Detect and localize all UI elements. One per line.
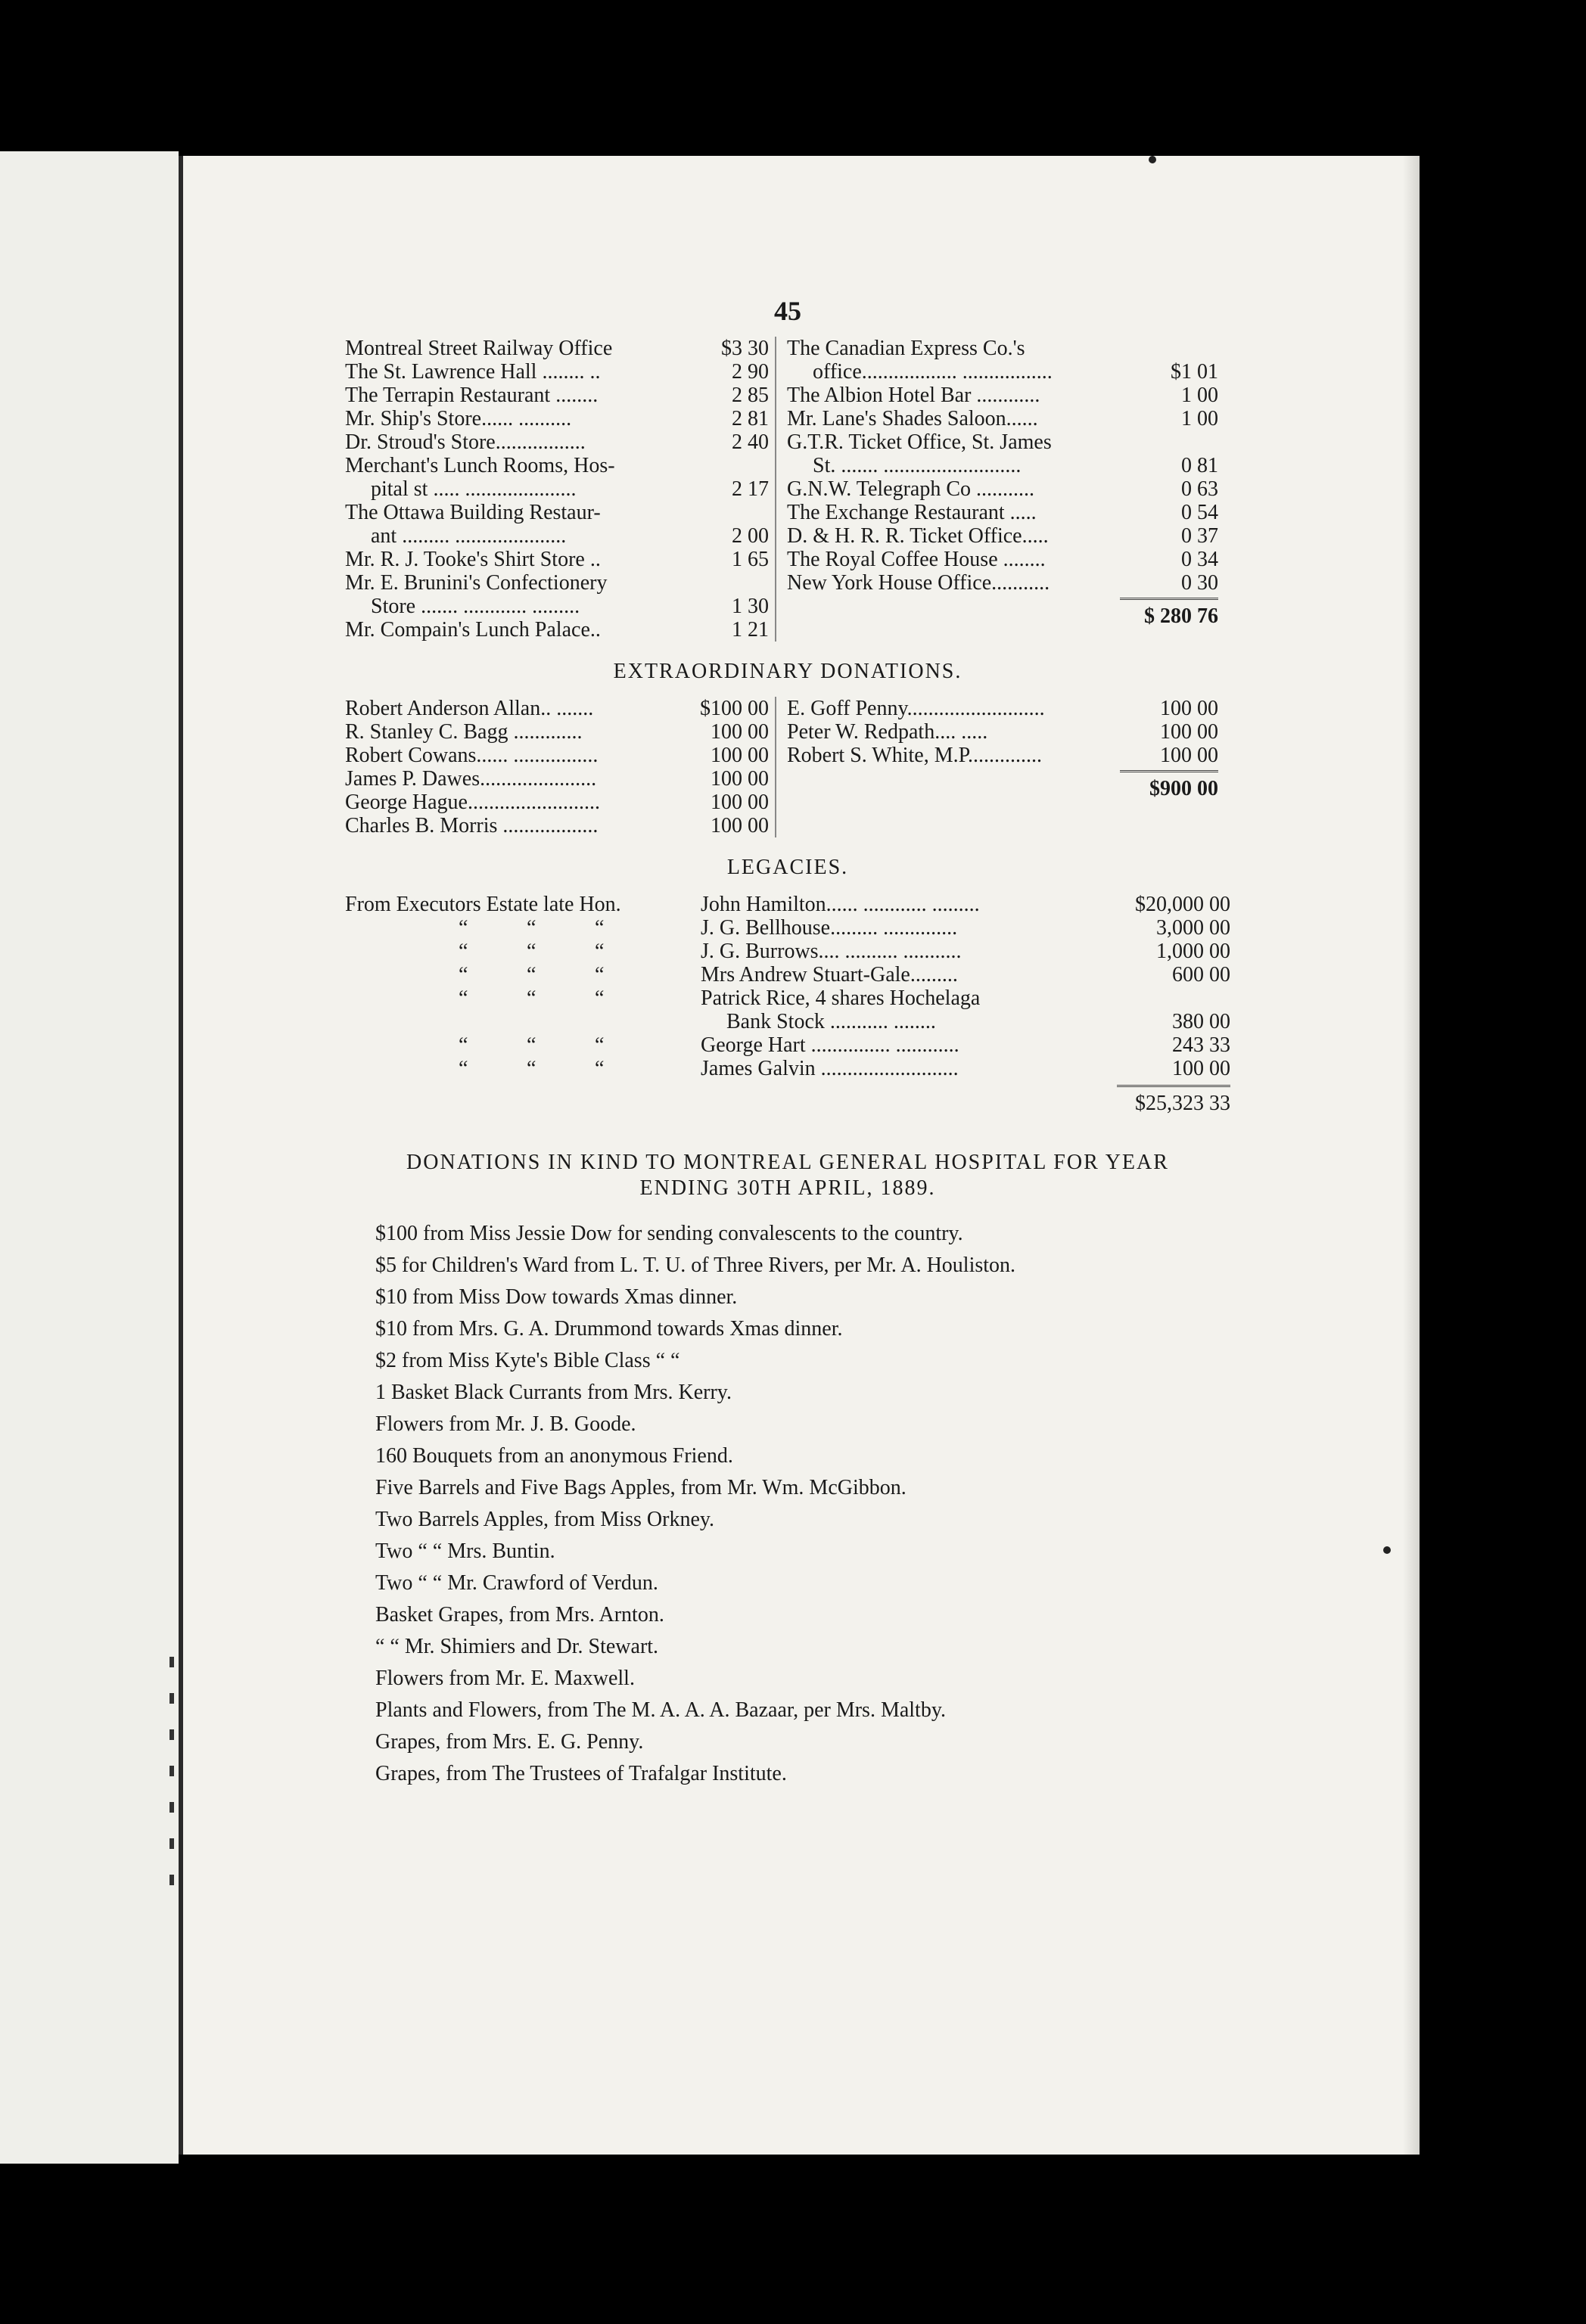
revenue-right-amount: $1 01 (1171, 360, 1218, 384)
revenue-right-description: The Exchange Restaurant ..... (787, 501, 1037, 524)
extraordinary-right-description: Robert S. White, M.P.............. (787, 744, 1043, 767)
right-column (776, 337, 1218, 642)
donation-in-kind-item: Plants and Flowers, from The M. A. A. A. Bazaar, per Mrs. Maltby. (375, 1698, 947, 1722)
legacy-name: James Galvin .......................... (701, 1057, 959, 1080)
donation-in-kind-item: “ “ Mr. Shimiers and Dr. Stewart. (375, 1635, 659, 1658)
legacies-total: $25,323 33 (1135, 1092, 1230, 1115)
revenue-right-amount: 0 54 (1181, 501, 1218, 524)
revenue-right-row (787, 548, 1218, 571)
revenue-right-row (787, 571, 1218, 595)
legacy-amount: 3,000 00 (1156, 916, 1230, 940)
extraordinary-left-row (345, 697, 769, 720)
facing-page-marks (166, 1657, 177, 1974)
page-number: 45 (774, 296, 801, 326)
revenue-left-description: Store ....... ............ ......... (371, 595, 580, 618)
revenue-left-description: Mr. Ship's Store...... .......... (345, 407, 572, 430)
legacy-ditto (345, 916, 701, 940)
revenue-right-row (787, 360, 1218, 384)
revenue-left-row (345, 337, 769, 360)
first-total: $ 280 76 (1144, 604, 1218, 628)
extraordinary-right-row (787, 744, 1218, 767)
left-column (345, 337, 776, 642)
extraordinary-right-amount: 100 00 (1160, 697, 1218, 720)
legacy-name: Patrick Rice, 4 shares Hochelaga (701, 986, 981, 1010)
revenue-right-row (787, 407, 1218, 430)
extraordinary-left-row (345, 767, 769, 791)
revenue-right-amount: 0 34 (1181, 548, 1218, 571)
ditto-mark: “ (459, 916, 468, 940)
legacy-row (345, 963, 1230, 986)
page-edge-shadow (1403, 156, 1420, 2155)
extraordinary-right-description: Peter W. Redpath.... ..... (787, 720, 988, 744)
legacy-name: Bank Stock ........... ........ (726, 1010, 936, 1033)
donation-in-kind-item: Five Barrels and Five Bags Apples, from Mr. Wm. McGibbon. (375, 1476, 907, 1499)
extraordinary-left-row (345, 791, 769, 814)
donation-in-kind-item: $10 from Miss Dow towards Xmas dinner. (375, 1285, 738, 1309)
revenue-left-amount: 2 00 (732, 524, 769, 548)
revenue-right-row (787, 430, 1218, 454)
donation-in-kind-item: Basket Grapes, from Mrs. Arnton. (375, 1603, 664, 1626)
ditto-mark: “ (595, 1057, 605, 1080)
extraordinary-left-row (345, 744, 769, 767)
page-gutter (179, 156, 183, 2155)
revenue-right-description: office.................. ................. (813, 360, 1053, 384)
revenue-left-row (345, 524, 769, 548)
donation-in-kind-item: $100 from Miss Jessie Dow for sending convalescents to the country. (375, 1222, 963, 1245)
revenue-right-row (787, 337, 1218, 360)
ditto-mark: “ (459, 986, 468, 1010)
revenue-left-amount: 1 30 (732, 595, 769, 618)
revenue-right-description: The Royal Coffee House ........ (787, 548, 1046, 571)
legacy-name: Mrs Andrew Stuart-Gale......... (701, 963, 958, 986)
extraordinary-total-rule (1120, 770, 1218, 772)
ditto-mark: “ (459, 963, 468, 986)
donations-in-kind-heading (345, 1150, 1230, 1201)
legacy-name: J. G. Burrows.... .......... ........... (701, 940, 962, 963)
ditto-mark: “ (595, 916, 605, 940)
revenue-left-description: The Ottawa Building Restaur- (345, 501, 601, 524)
ditto-mark: “ (595, 1033, 605, 1057)
legacy-amount: 243 33 (1172, 1033, 1230, 1057)
legacies-heading: LEGACIES. (726, 856, 849, 879)
legacy-row (345, 1033, 1230, 1057)
revenue-left-amount: 1 65 (732, 548, 769, 571)
legacy-name: J. G. Bellhouse......... .............. (701, 916, 958, 940)
extraordinary-right-amount: 100 00 (1160, 744, 1218, 767)
revenue-left-amount: 2 90 (732, 360, 769, 384)
revenue-right-row (787, 384, 1218, 407)
extraordinary-right-row (787, 720, 1218, 744)
ditto-mark: “ (459, 1057, 468, 1080)
extraordinary-left-description: James P. Dawes...................... (345, 767, 597, 791)
revenue-right-amount: 0 37 (1181, 524, 1218, 548)
legacy-ditto (345, 963, 701, 986)
legacy-from: From Executors Estate late Hon. (345, 893, 621, 916)
extraordinary-left-amount: 100 00 (711, 767, 769, 791)
donation-in-kind-item: $5 for Children's Ward from L. T. U. of Three Rivers, per Mr. A. Houliston. (375, 1254, 1016, 1277)
donations-in-kind-title-line-1: DONATIONS IN KIND TO MONTREAL GENERAL HOSPITAL FOR YEAR (406, 1151, 1169, 1174)
revenue-right-amount: 0 81 (1181, 454, 1218, 477)
speck (1149, 156, 1156, 163)
legacy-row (345, 986, 1230, 1010)
revenue-left-row (345, 407, 769, 430)
extraordinary-left-description: Robert Anderson Allan.. ....... (345, 697, 594, 720)
donation-in-kind-item: $2 from Miss Kyte's Bible Class “ “ (375, 1349, 680, 1372)
revenue-right-description: Mr. Lane's Shades Saloon...... (787, 407, 1038, 430)
revenue-left-row (345, 360, 769, 384)
revenue-right-description: The Canadian Express Co.'s (787, 337, 1025, 360)
legacy-ditto (345, 986, 701, 1010)
donation-in-kind-item: Two Barrels Apples, from Miss Orkney. (375, 1508, 715, 1531)
total-rule (1120, 598, 1218, 600)
revenue-right-description: D. & H. R. R. Ticket Office..... (787, 524, 1049, 548)
extraordinary-total: $900 00 (1149, 777, 1218, 800)
revenue-left-row (345, 384, 769, 407)
revenue-right-amount: 1 00 (1181, 407, 1218, 430)
legacy-amount: 1,000 00 (1156, 940, 1230, 963)
speck (1383, 1546, 1391, 1554)
donations-in-kind-title-line-2: ENDING 30TH APRIL, 1889. (639, 1176, 936, 1200)
revenue-left-row (345, 618, 769, 642)
ditto-mark: “ (527, 1057, 536, 1080)
donation-in-kind-item: Two “ “ Mr. Crawford of Verdun. (375, 1571, 658, 1595)
revenue-right-description: G.N.W. Telegraph Co ........... (787, 477, 1035, 501)
extraordinary-left-description: Robert Cowans...... ................ (345, 744, 599, 767)
extraordinary-left-column (345, 697, 776, 837)
legacy-ditto (345, 1033, 701, 1057)
revenue-right-amount: 1 00 (1181, 384, 1218, 407)
revenue-left-amount: 2 81 (732, 407, 769, 430)
ditto-mark: “ (527, 986, 536, 1010)
ditto-mark: “ (527, 963, 536, 986)
revenue-left-description: ant ......... ..................... (371, 524, 567, 548)
revenue-left-row (345, 430, 769, 454)
legacy-ditto (345, 1057, 701, 1080)
donation-in-kind-item: Flowers from Mr. E. Maxwell. (375, 1667, 635, 1690)
legacy-amount: $20,000 00 (1135, 893, 1230, 916)
document-page (179, 156, 1420, 2155)
legacy-name: George Hart ............... ............ (701, 1033, 959, 1057)
revenue-left-row (345, 571, 769, 595)
revenue-left-description: The St. Lawrence Hall ........ .. (345, 360, 601, 384)
facing-page-edge (0, 151, 179, 2164)
revenue-left-amount: 1 21 (732, 618, 769, 642)
revenue-left-description: Mr. Compain's Lunch Palace.. (345, 618, 601, 642)
ditto-mark: “ (595, 940, 605, 963)
extraordinary-left-amount: 100 00 (711, 720, 769, 744)
page-content (345, 296, 1230, 1790)
extraordinary-left-amount: $100 00 (700, 697, 769, 720)
revenue-right-amount: 0 63 (1181, 477, 1218, 501)
revenue-left-description: Dr. Stroud's Store................. (345, 430, 586, 454)
donations-in-kind-list (375, 1218, 1230, 1790)
donation-in-kind-item: $10 from Mrs. G. A. Drummond towards Xmas dinner. (375, 1317, 843, 1341)
extraordinary-right-amount: 100 00 (1160, 720, 1218, 744)
revenue-left-row (345, 548, 769, 571)
donation-in-kind-item: Grapes, from The Trustees of Trafalgar Institute. (375, 1762, 787, 1785)
extraordinary-left-row (345, 814, 769, 837)
legacy-row (345, 940, 1230, 963)
revenue-right-row (787, 454, 1218, 477)
extraordinary-left-amount: 100 00 (711, 791, 769, 814)
ditto-mark: “ (527, 940, 536, 963)
extraordinary-left-row (345, 720, 769, 744)
revenue-left-row (345, 454, 769, 477)
legacy-row (345, 916, 1230, 940)
legacy-row (345, 893, 1230, 916)
ditto-mark: “ (527, 1033, 536, 1057)
revenue-columns (345, 337, 1230, 642)
revenue-right-row (787, 477, 1218, 501)
revenue-left-description: pital st ..... ..................... (371, 477, 577, 501)
legacies-list (345, 893, 1230, 1080)
extraordinary-left-description: George Hague......................... (345, 791, 600, 814)
ditto-mark: “ (595, 986, 605, 1010)
donation-in-kind-item: Flowers from Mr. J. B. Goode. (375, 1412, 636, 1436)
revenue-right-description: The Albion Hotel Bar ............ (787, 384, 1040, 407)
extraordinary-left-description: R. Stanley C. Bagg ............. (345, 720, 583, 744)
extraordinary-columns (345, 697, 1230, 837)
legacy-name: John Hamilton...... ............ ......... (701, 893, 980, 916)
revenue-right-amount: 0 30 (1181, 571, 1218, 595)
legacy-amount: 600 00 (1172, 963, 1230, 986)
revenue-left-amount: 2 40 (732, 430, 769, 454)
extraordinary-left-description: Charles B. Morris .................. (345, 814, 599, 837)
revenue-right-description: St. ....... .......................... (813, 454, 1022, 477)
legacy-amount: 380 00 (1172, 1010, 1230, 1033)
ditto-mark: “ (595, 963, 605, 986)
donation-in-kind-item: Two “ “ Mrs. Buntin. (375, 1539, 555, 1563)
legacies-total-rule (1117, 1085, 1230, 1087)
revenue-left-amount: 2 17 (732, 477, 769, 501)
extraordinary-right-row (787, 697, 1218, 720)
revenue-left-description: Montreal Street Railway Office (345, 337, 613, 360)
extraordinary-right-column (776, 697, 1218, 837)
ditto-mark: “ (527, 916, 536, 940)
extraordinary-left-amount: 100 00 (711, 814, 769, 837)
extraordinary-left-amount: 100 00 (711, 744, 769, 767)
donation-in-kind-item: 160 Bouquets from an anonymous Friend. (375, 1444, 733, 1468)
revenue-left-description: Mr. E. Brunini's Confectionery (345, 571, 608, 595)
revenue-right-row (787, 524, 1218, 548)
revenue-right-row (787, 501, 1218, 524)
revenue-left-description: The Terrapin Restaurant ........ (345, 384, 599, 407)
revenue-right-description: G.T.R. Ticket Office, St. James (787, 430, 1052, 454)
revenue-left-amount: $3 30 (721, 337, 769, 360)
donation-in-kind-item: 1 Basket Black Currants from Mrs. Kerry. (375, 1381, 732, 1404)
legacy-row (345, 1010, 1230, 1033)
revenue-left-row (345, 595, 769, 618)
ditto-mark: “ (459, 1033, 468, 1057)
donation-in-kind-item: Grapes, from Mrs. E. G. Penny. (375, 1730, 644, 1754)
revenue-left-description: Merchant's Lunch Rooms, Hos- (345, 454, 615, 477)
extraordinary-right-description: E. Goff Penny.......................... (787, 697, 1045, 720)
revenue-left-row (345, 501, 769, 524)
revenue-left-amount: 2 85 (732, 384, 769, 407)
legacy-ditto (345, 940, 701, 963)
legacy-row (345, 1057, 1230, 1080)
revenue-left-description: Mr. R. J. Tooke's Shirt Store .. (345, 548, 601, 571)
extraordinary-heading: EXTRAORDINARY DONATIONS. (613, 660, 962, 683)
legacy-amount: 100 00 (1172, 1057, 1230, 1080)
ditto-mark: “ (459, 940, 468, 963)
revenue-left-row (345, 477, 769, 501)
revenue-right-description: New York House Office........... (787, 571, 1050, 595)
